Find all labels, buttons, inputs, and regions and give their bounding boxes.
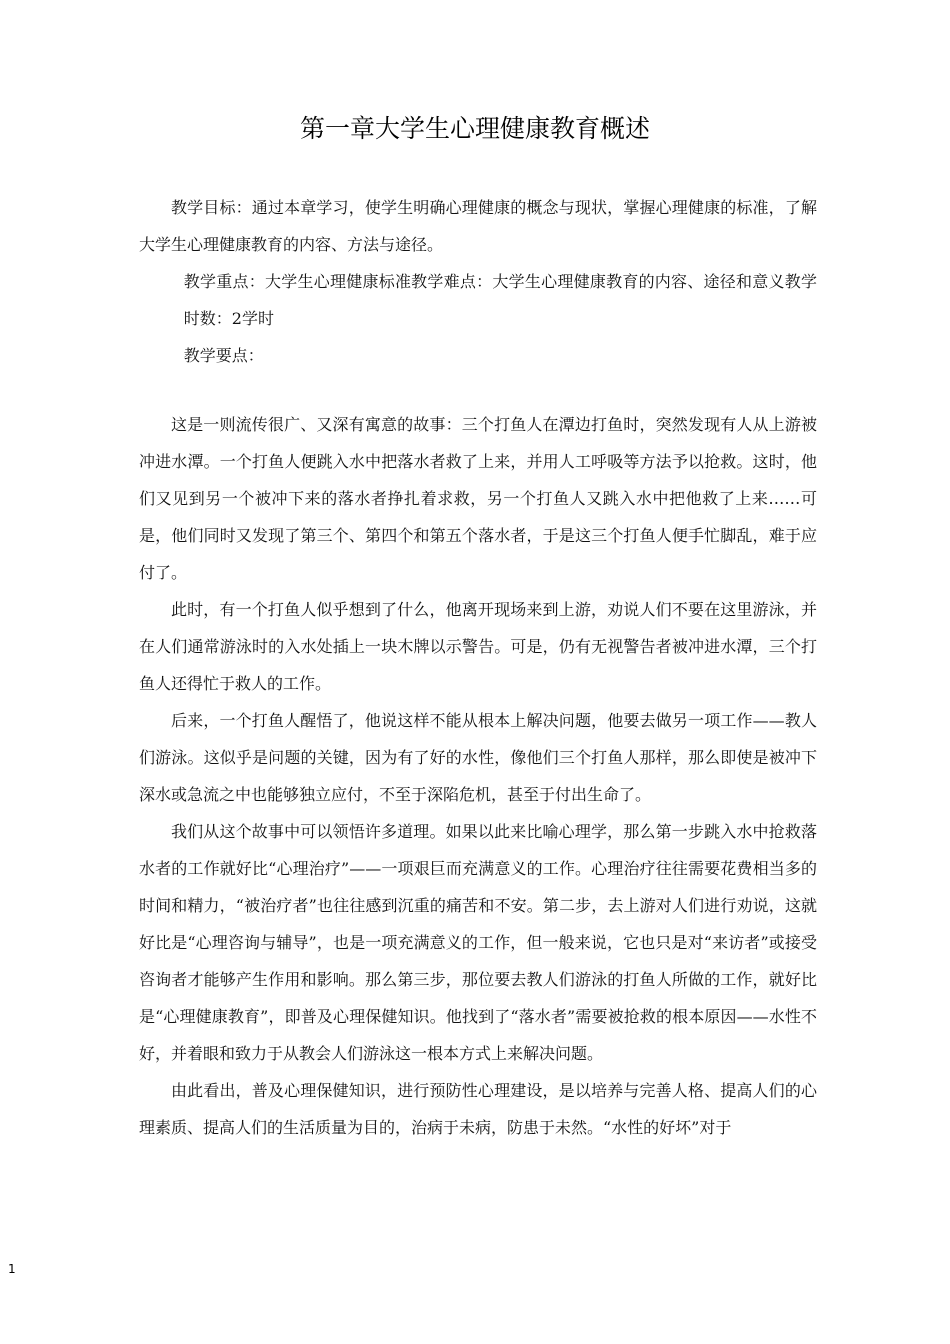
- chapter-title: 第一章大学生心理健康教育概述: [299, 114, 650, 143]
- body-paragraph: 此时，有一个打鱼人似乎想到了什么，他离开现场来到上游，劝说人们不要在这里游泳，并在人们通常游泳时的入水处插上一块木牌以示警告。可是，仍有无视警告者被冲进水潭，三个打鱼人还得忙于救人的工作。: [139, 600, 817, 693]
- page-number: 1: [8, 1262, 16, 1276]
- teaching-points-label: 教学要点：: [183, 346, 264, 365]
- body-paragraph: 这是一则流传很广、又深有寓意的故事：三个打鱼人在潭边打鱼时，突然发现有人从上游被冲进水潭。一个打鱼人便跳入水中把落水者救了上来，并用人工呼吸等方法予以抢救。这时，他们又见到另一个被冲下来的落水者挣扎着求救，另一个打鱼人又跳入水中把他救了上来……可是，他们同时又发现了第三个、第四个和第五个落水者，于是这三个打鱼人便手忙脚乱，难于应付了。: [139, 415, 817, 582]
- teaching-header-section: [139, 189, 817, 374]
- body-paragraph: 由此看出，普及心理保健知识，进行预防性心理建设，是以培养与完善人格、提高人们的心理素质、提高人们的生活质量为目的，治病于未病，防患于未然。“水性的好坏”对于: [139, 1081, 817, 1137]
- teaching-objective-paragraph: 教学目标：通过本章学习，使学生明确心理健康的概念与现状，掌握心理健康的标准，了解大学生心理健康教育的内容、方法与途径。: [139, 198, 817, 254]
- body-paragraph: 后来，一个打鱼人醒悟了，他说这样不能从根本上解决问题，他要去做另一项工作——教人们游泳。这似乎是问题的关键，因为有了好的水性，像他们三个打鱼人那样，那么即使是被冲下深水或急流之中也能够独立应付，不至于深陷危机，甚至于付出生命了。: [139, 711, 817, 804]
- body-paragraph: 我们从这个故事中可以领悟许多道理。如果以此来比喻心理学，那么第一步跳入水中抢救落水者的工作就好比“心理治疗”——一项艰巨而充满意义的工作。心理治疗往往需要花费相当多的时间和精力，“被治疗者”也往往感到沉重的痛苦和不安。第二步，去上游对人们进行劝说，这就好比是“心理咨询与辅导”，也是一项充满意义的工作，但一般来说，它也只是对“来访者”或接受咨询者才能够产生作用和影响。那么第三步，那位要去教人们游泳的打鱼人所做的工作，就好比是“心理健康教育”，即普及心理保健知识。他找到了“落水者”需要被抢救的根本原因——水性不好，并着眼和致力于从教会人们游泳这一根本方式上来解决问题。: [139, 822, 817, 1063]
- story-body-section: [139, 406, 817, 1146]
- teaching-focus-paragraph: 教学重点：大学生心理健康标准教学难点：大学生心理健康教育的内容、途径和意义教学时数：2学时: [183, 272, 817, 328]
